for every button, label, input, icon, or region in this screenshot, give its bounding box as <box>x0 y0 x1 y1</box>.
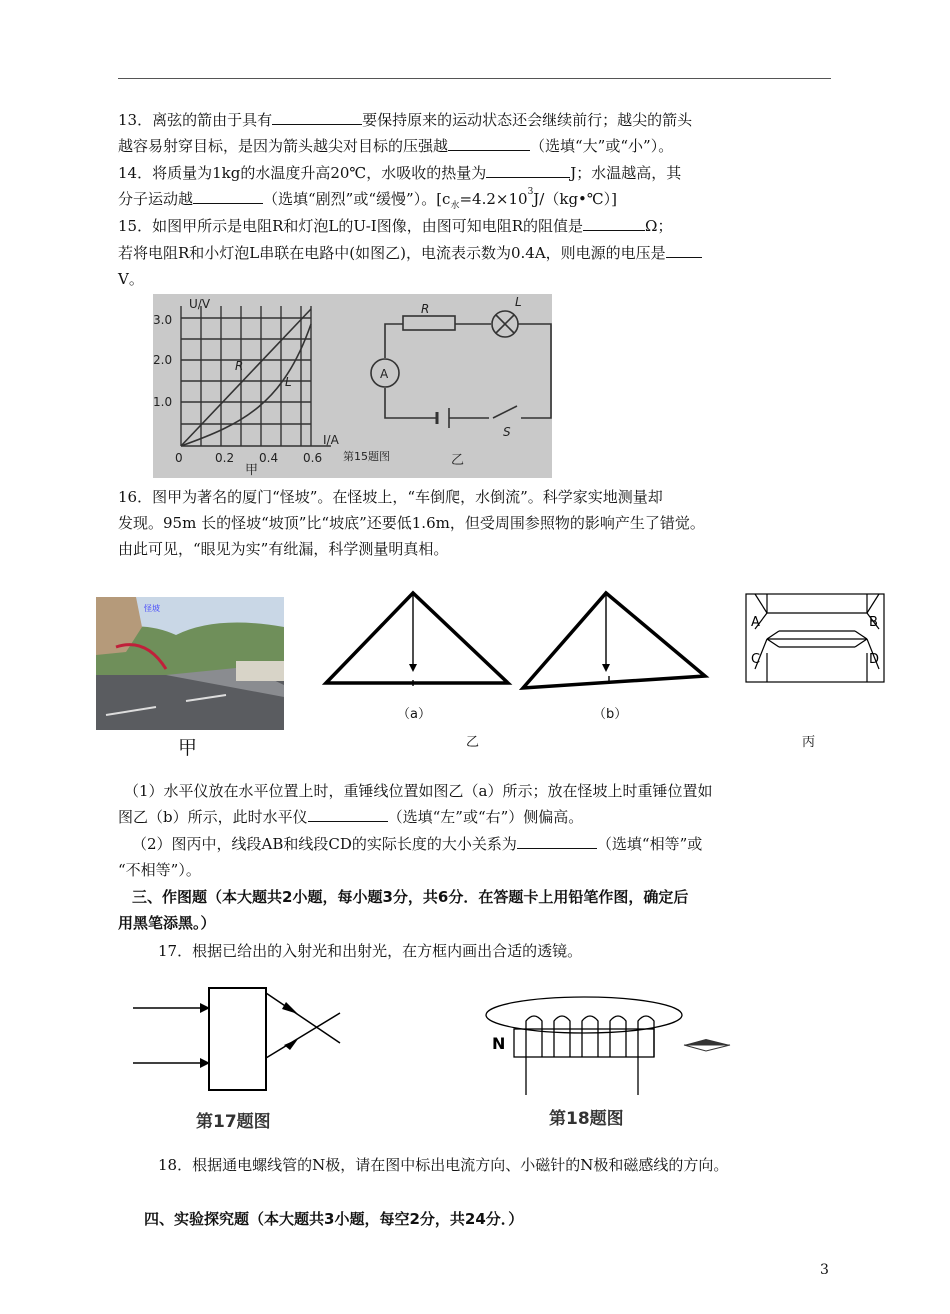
section3-heading: 三、作图题（本大题共2小题，每小题3分，共6分．在答题卡上用铅笔作图，确定后 <box>132 888 689 906</box>
q16-2-blank[interactable] <box>517 834 597 849</box>
fig16-triangles <box>318 588 713 693</box>
q16-1-blank[interactable] <box>308 807 388 822</box>
fig17-figure <box>128 983 348 1098</box>
q16-line1: 16．图甲为著名的厦门“怪坡”。在怪坡上，“车倒爬，水倒流”。科学家实地测量却 <box>118 488 663 506</box>
q13-blank1[interactable] <box>272 110 362 125</box>
fig15-number: 第15题图 <box>343 450 390 463</box>
guaipo-photo <box>96 597 284 730</box>
q14-line1: 14．将质量为1kg的水温度升高20℃，水吸收的热量为 J；水温越高，其 <box>118 164 682 182</box>
point-a: A <box>751 615 760 630</box>
x-tick: 0.2 <box>215 451 235 465</box>
q16-line3: 由此可见，“眼见为实”有纰漏，科学测量明真相。 <box>118 540 449 558</box>
curve-l-label: L <box>285 375 292 389</box>
q16-2-line1: （2）图丙中，线段AB和线段CD的实际长度的大小关系为 （选填“相等”或 <box>132 835 703 853</box>
fig15-image <box>153 294 552 478</box>
q14-blank1[interactable] <box>486 163 570 178</box>
q18-text: 18．根据通电螺线管的N极，请在图中标出电流方向、小磁针的N极和磁感线的方向。 <box>158 1156 729 1174</box>
section3-heading-cont: 用黑笔添黑。） <box>118 914 216 932</box>
q16-2-line2: “不相等”）。 <box>118 861 201 879</box>
fig16-bing-figure <box>745 593 887 685</box>
fig18-figure <box>484 995 734 1097</box>
point-c: C <box>751 652 761 667</box>
circuit-r: R <box>421 302 430 316</box>
fig16-b: （b） <box>593 707 628 722</box>
y-tick: 2.0 <box>153 353 173 367</box>
y-tick: 1.0 <box>153 395 173 409</box>
ammeter-label: A <box>380 367 389 381</box>
q17-text: 17．根据已给出的入射光和出射光，在方框内画出合适的透镜。 <box>158 942 583 960</box>
x-tick: 0.4 <box>259 451 279 465</box>
q13-line2: 越容易射穿目标，是因为箭头越尖对目标的压强越 （选填“大”或“小”）。 <box>118 137 674 155</box>
photo-sign: 怪坡 <box>144 604 160 613</box>
point-b: B <box>869 615 878 630</box>
q13-blank2[interactable] <box>448 136 530 151</box>
fig17-caption: 第17题图 <box>196 1112 271 1132</box>
q15-line3: V。 <box>118 270 144 288</box>
fig16-jia: 甲 <box>178 737 198 759</box>
circuit-l: L <box>515 295 522 309</box>
axis-i-label: I/A <box>323 433 339 447</box>
q15-line1: 15．如图甲所示是电阻R和灯泡L的U-I图像，由图可知电阻R的阻值是 Ω； <box>118 217 673 235</box>
q13-line1: 13．离弦的箭由于具有 要保持原来的运动状态还会继续前行；越尖的箭头 <box>118 111 693 129</box>
q15-blank2[interactable] <box>666 243 702 258</box>
q16-line2: 发现。95m 长的怪坡“坡顶”比“坡底”还要低1.6m，但受周围参照物的影响产生了错觉。 <box>118 514 705 532</box>
q16-1-line2: 图乙（b）所示，此时水平仪 （选填“左”或“右”）侧偏高。 <box>118 808 584 826</box>
section4-heading: 四、实验探究题（本大题共3小题，每空2分，共24分．） <box>144 1210 524 1228</box>
axis-u-label: U/V <box>189 297 211 311</box>
switch-label: S <box>503 425 511 439</box>
point-d: D <box>869 652 880 667</box>
fig18-caption: 第18题图 <box>549 1109 624 1129</box>
page-number: 3 <box>820 1262 829 1278</box>
q15-line2: 若将电阻R和小灯泡L串联在电路中(如图乙)，电流表示数为0.4A，则电源的电压是 <box>118 240 834 266</box>
y-tick: 3.0 <box>153 313 173 327</box>
x-tick: 0 <box>175 451 183 465</box>
fig16-bing: 丙 <box>802 735 816 750</box>
coil-n-pole: N <box>492 1034 506 1053</box>
fig16-a: （a） <box>397 707 431 722</box>
curve-r-label: R <box>235 359 244 373</box>
q14-line2: 分子运动越 （选填“剧烈”或“缓慢”）。$[c_水=4.2\times 10^3J/(kg•℃)]$ <box>118 187 618 211</box>
fig15-jia: 甲 <box>245 463 259 478</box>
q14-blank2[interactable] <box>193 189 263 204</box>
q16-1-line1: （1）水平仪放在水平位置上时，重锤线位置如图乙（a）所示；放在怪坡上时重锤位置如 <box>124 782 713 800</box>
q15-blank1[interactable] <box>583 216 645 231</box>
fig15-yi: 乙 <box>451 453 465 468</box>
x-tick: 0.6 <box>303 451 323 465</box>
fig16-yi: 乙 <box>466 735 480 750</box>
header-rule <box>118 78 831 79</box>
